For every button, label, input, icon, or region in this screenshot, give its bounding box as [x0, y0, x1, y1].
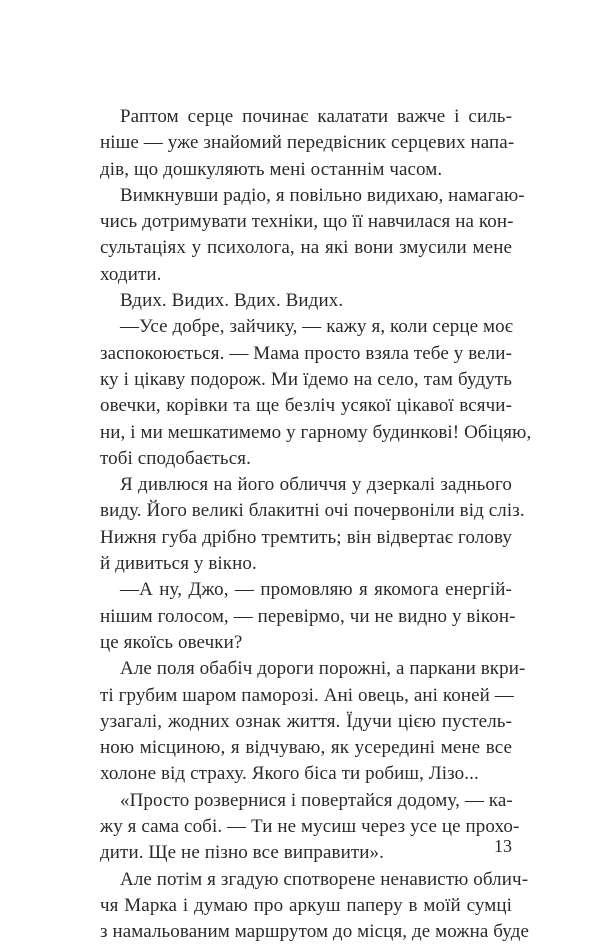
text-line: заспокоюється. — Мама просто взяла тебе у вели- [100, 342, 512, 364]
text-line: й дивиться у вікно. [100, 553, 257, 575]
text-line: Вдих. Видих. Вдих. Видих. [120, 290, 344, 312]
text-line: овечки, корівки та ще безліч усякої цікавої всячи- [100, 395, 512, 417]
text-line: Але поля обабіч дороги порожні, а паркани вкри- [120, 658, 526, 680]
text-line: тобі сподобається. [100, 447, 251, 469]
paragraph [100, 314, 532, 472]
text-line: це якоїсь овечки? [100, 631, 243, 653]
text-line: ною місциною, я відчуваю, як усередині мене все [100, 737, 512, 759]
text-line: узагалі, жодних ознак життя. Їдучи цією пустель- [100, 710, 512, 732]
text-line: Але потім я згадую спотворене ненавистю облич- [120, 868, 529, 890]
paragraph [100, 788, 520, 867]
page-number: 13 [494, 836, 512, 856]
text-line: з намальованим маршрутом до місця, де можна буде [100, 921, 530, 943]
text-line: Я дивлюся на його обличчя у дзеркалі заднього [120, 474, 512, 496]
paragraph [100, 867, 530, 946]
text-line: ті грубим шаром паморозі. Ані овець, ані коней — [100, 684, 514, 706]
paragraph [100, 656, 526, 787]
text-line: жу я сама собі. — Ти не мусиш через усе це прохо- [100, 816, 520, 838]
text-line: ходити. [100, 263, 162, 285]
text-line: Раптом серце починає калатати важче і силь- [120, 106, 512, 127]
text-line: ку і цікаву подорож. Ми їдемо на село, там будуть [100, 368, 512, 390]
paragraph [100, 183, 525, 288]
text-line: чя Марка і думаю про аркуш паперу в моїй сумці [100, 894, 512, 916]
text-line: дити. Ще не пізно все виправити». [100, 842, 384, 864]
text-line: чись дотримувати техніки, що її навчилася на кон- [100, 211, 514, 233]
text-line: «Просто розвернися і повертайся додому, — ка- [120, 789, 513, 811]
text-line: —Усе добре, зайчику, — кажу я, коли серце моє [120, 316, 513, 338]
text-line: ніше — уже знайомий передвісник серцевих напа- [100, 132, 515, 154]
paragraph [100, 472, 525, 577]
text-line: холоне від страху. Якого біса ти робиш, Лізо... [100, 763, 479, 785]
paragraph [100, 577, 516, 656]
paragraph [100, 104, 515, 183]
text-line: —А ну, Джо, — промовляю я якомога енергій- [120, 579, 512, 601]
text-line: сультаціях у психолога, на які вони змусили мене [100, 237, 512, 259]
text-line: нішим голосом, — перевірмо, чи не видно у вікон- [100, 605, 516, 627]
paragraph [100, 288, 512, 314]
text-line: Вимкнувши радіо, я повільно видихаю, намагаю- [120, 184, 525, 206]
text-line: виду. Його великі блакитні очі почервоніли від сліз. [100, 500, 525, 522]
page-body-text [100, 104, 532, 946]
text-line: Нижня губа дрібно тремтить; він відвертає голову [100, 526, 512, 548]
text-line: ни, і ми мешкатимемо у гарному будинкові! Обіцяю, [100, 421, 532, 443]
text-line: дів, що дошкуляють мені останнім часом. [100, 158, 443, 180]
